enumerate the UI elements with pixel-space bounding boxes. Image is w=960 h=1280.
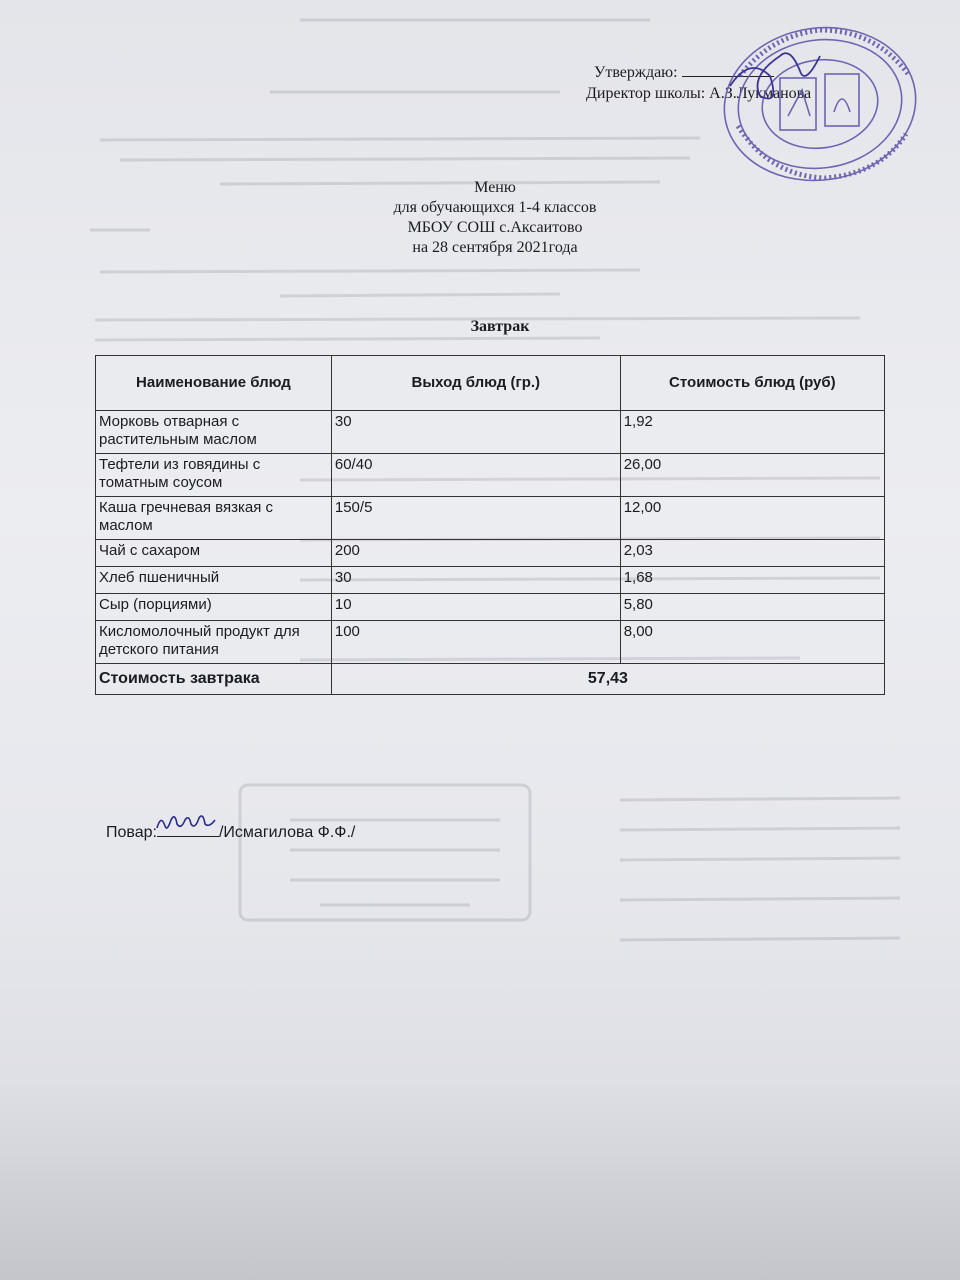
total-row: [96, 664, 885, 695]
dish-weight: 100: [331, 621, 620, 664]
dish-name: Кисломолочный продукт для детского питания: [96, 621, 332, 664]
dish-name: Каша гречневая вязкая с маслом: [96, 497, 332, 540]
column-header-name: Наименование блюд: [96, 356, 332, 411]
dish-price: 5,80: [620, 594, 884, 621]
document-title: Меню: [474, 179, 516, 196]
dish-weight: 200: [331, 540, 620, 567]
dish-weight: 60/40: [331, 454, 620, 497]
cook-name: /Исмагилова Ф.Ф./: [218, 824, 356, 841]
dish-weight: 10: [331, 594, 620, 621]
meal-title: Завтрак: [470, 318, 530, 335]
dish-price: 2,03: [620, 540, 884, 567]
dish-weight: 150/5: [331, 497, 620, 540]
dish-name: Морковь отварная с растительным маслом: [96, 411, 332, 454]
total-value: 57,43: [331, 664, 884, 695]
dish-price: 26,00: [620, 454, 884, 497]
school-name: МБОУ СОШ с.Аксаитово: [407, 219, 583, 236]
cook-signature-line: [157, 822, 219, 837]
dish-name: Хлеб пшеничный: [96, 567, 332, 594]
column-header-price: Стоимость блюд (руб): [620, 356, 884, 411]
dish-name: Сыр (порциями): [96, 594, 332, 621]
dish-name: Тефтели из говядины с томатным соусом: [96, 454, 332, 497]
cook-signature-block: [106, 822, 355, 842]
paper-shadow: [0, 1080, 960, 1280]
table-row: [96, 497, 885, 540]
cook-label: Повар:: [106, 824, 157, 841]
menu-table: [95, 355, 885, 695]
table-header-row: [96, 356, 885, 411]
dish-price: 1,68: [620, 567, 884, 594]
table-row: [96, 411, 885, 454]
audience-line: для обучающихся 1-4 классов: [393, 199, 597, 216]
dish-price: 1,92: [620, 411, 884, 454]
approve-label: Утверждаю:: [594, 64, 678, 81]
cook-handwritten-signature: [153, 810, 223, 834]
school-seal-stamp: [710, 16, 920, 186]
dish-price: 8,00: [620, 621, 884, 664]
table-row: [96, 621, 885, 664]
title-block: [300, 178, 690, 258]
director-line: Директор школы: А.З.Лукманова: [586, 85, 812, 102]
table-row: [96, 540, 885, 567]
dish-name: Чай с сахаром: [96, 540, 332, 567]
table-row: [96, 567, 885, 594]
menu-date: на 28 сентября 2021года: [412, 239, 578, 256]
total-label: Стоимость завтрака: [96, 664, 332, 695]
column-header-weight: Выход блюд (гр.): [331, 356, 620, 411]
dish-price: 12,00: [620, 497, 884, 540]
dish-weight: 30: [331, 411, 620, 454]
table-row: [96, 454, 885, 497]
dish-weight: 30: [331, 567, 620, 594]
table-row: [96, 594, 885, 621]
